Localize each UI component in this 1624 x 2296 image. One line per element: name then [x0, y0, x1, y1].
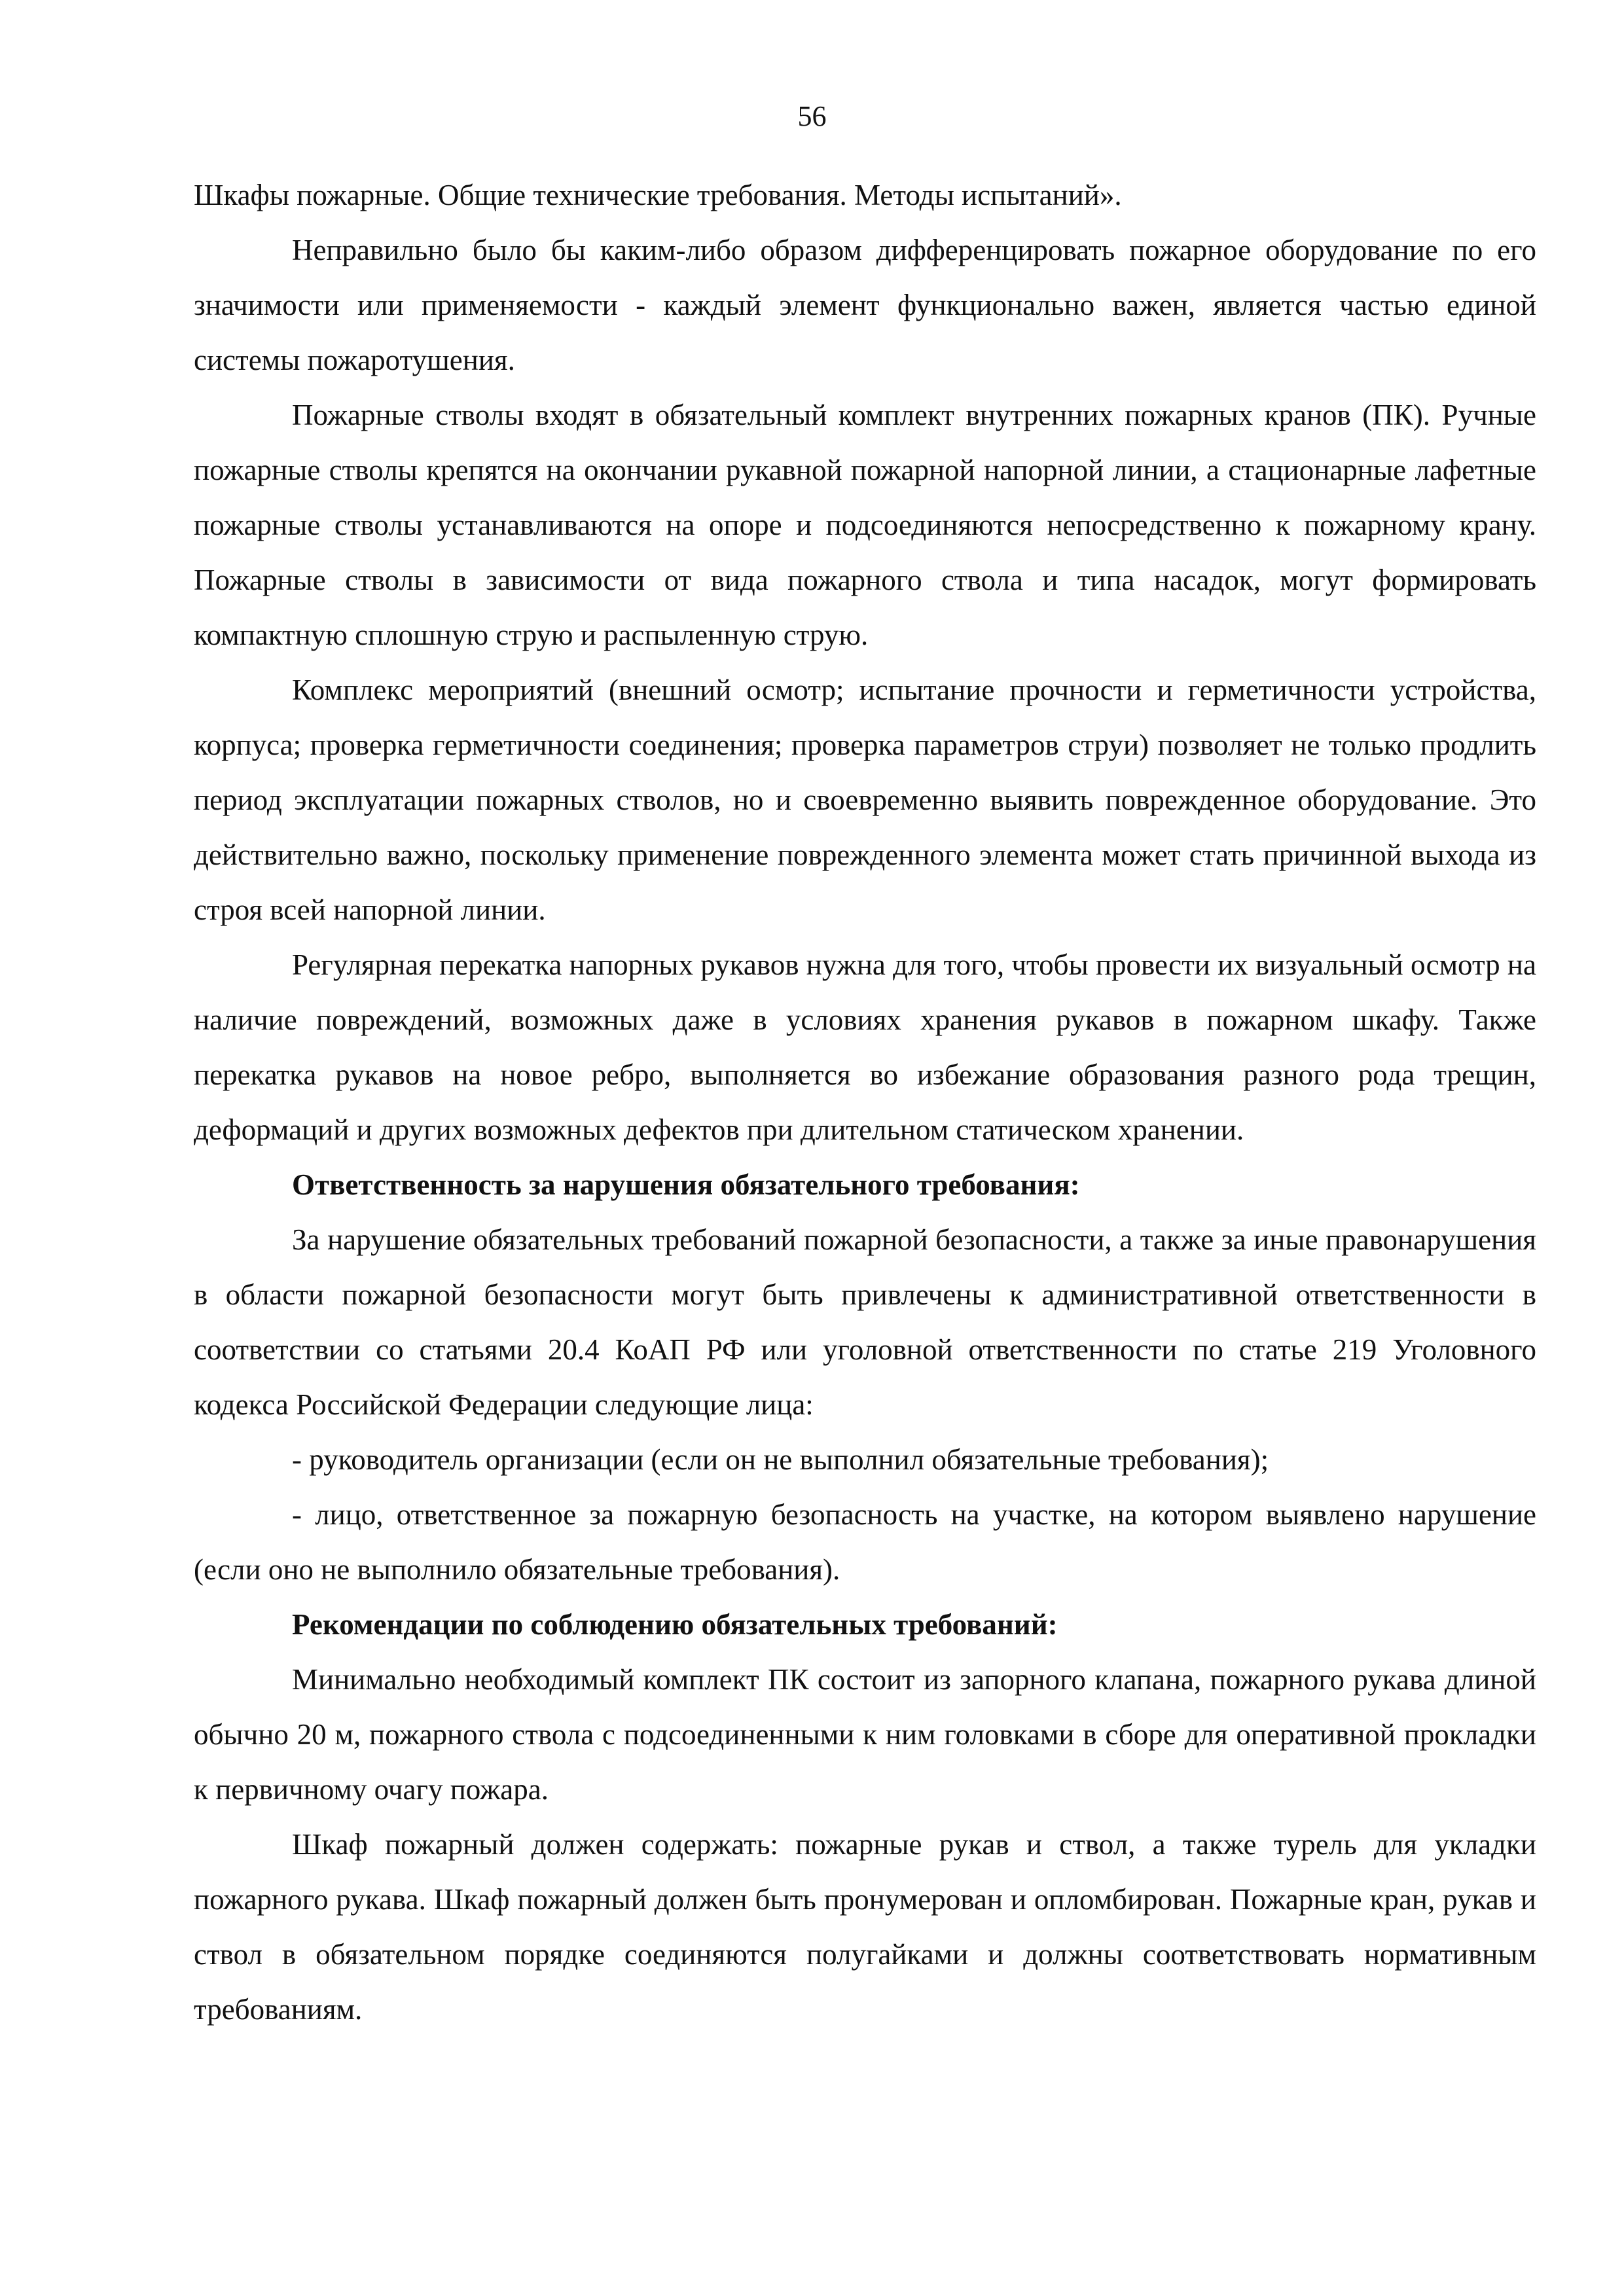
list-item-responsible-person: - лицо, ответственное за пожарную безопасность на участке, на котором выявлено нарушение (если оно не выполнило обязательные требования).	[194, 1498, 1536, 1586]
paragraph-minimum-kit: Минимально необходимый комплект ПК состоит из запорного клапана, пожарного рукава длиной обычно 20 м, пожарного ствола с подсоединенными к ним головками в сборе для оперативной прокладки к первичному очагу пожара.	[194, 1663, 1536, 1806]
paragraph-inspection-measures: Комплекс мероприятий (внешний осмотр; испытание прочности и герметичности устройства, корпуса; проверка герметичности соединения; проверка параметров струи) позволяет не только продлить период эксплуатации пожарных стволов, но и своевременно выявить поврежденное оборудование. Это действительно важно, поскольку применение поврежденного элемента может стать причинной выхода из строя всей напорной линии.	[194, 673, 1536, 926]
heading-recommendations: Рекомендации по соблюдению обязательных требований:	[292, 1608, 1058, 1641]
paragraph-fire-nozzles: Пожарные стволы входят в обязательный комплект внутренних пожарных кранов (ПК). Ручные пожарные стволы крепятся на окончании рукавной пожарной напорной линии, а стационарные лафетные пожарные стволы устанавливаются на опоре и подсоединяются непосредственно к пожарному крану. Пожарные стволы в зависимости от вида пожарного ствола и типа насадок, могут формировать компактную сплошную струю и распыленную струю.	[194, 399, 1536, 651]
paragraph-standards-title: Шкафы пожарные. Общие технические требования. Методы испытаний».	[194, 179, 1122, 211]
page-number: 56	[797, 100, 827, 132]
paragraph-fire-cabinet: Шкаф пожарный должен содержать: пожарные рукав и ствол, а также турель для укладки пожарного рукава. Шкаф пожарный должен быть пронумерован и опломбирован. Пожарные кран, рукав и ствол в обязательном порядке соединяются полугайками и должны соответствовать нормативным требованиям.	[194, 1828, 1536, 2026]
page-body	[194, 168, 1536, 2037]
paragraph-liability: За нарушение обязательных требований пожарной безопасности, а также за иные правонарушения в области пожарной безопасности могут быть привлечены к административной ответственности в соответствии со статьями 20.4 КоАП РФ или уголовной ответственности по статье 219 Уголовного кодекса Российской Федерации следующие лица:	[194, 1223, 1536, 1421]
heading-responsibility: Ответственность за нарушения обязательного требования:	[292, 1168, 1080, 1201]
list-item-organization-head: - руководитель организации (если он не выполнил обязательные требования);	[292, 1443, 1269, 1476]
paragraph-equipment-importance: Неправильно было бы каким-либо образом дифференцировать пожарное оборудование по его значимости или применяемости - каждый элемент функционально важен, является частью единой системы пожаротушения.	[194, 234, 1536, 376]
paragraph-hose-rerolling: Регулярная перекатка напорных рукавов нужна для того, чтобы провести их визуальный осмотр на наличие повреждений, возможных даже в условиях хранения рукавов в пожарном шкафу. Также перекатка рукавов на новое ребро, выполняется во избежание образования разного рода трещин, деформаций и других возможных дефектов при длительном статическом хранении.	[194, 948, 1536, 1146]
